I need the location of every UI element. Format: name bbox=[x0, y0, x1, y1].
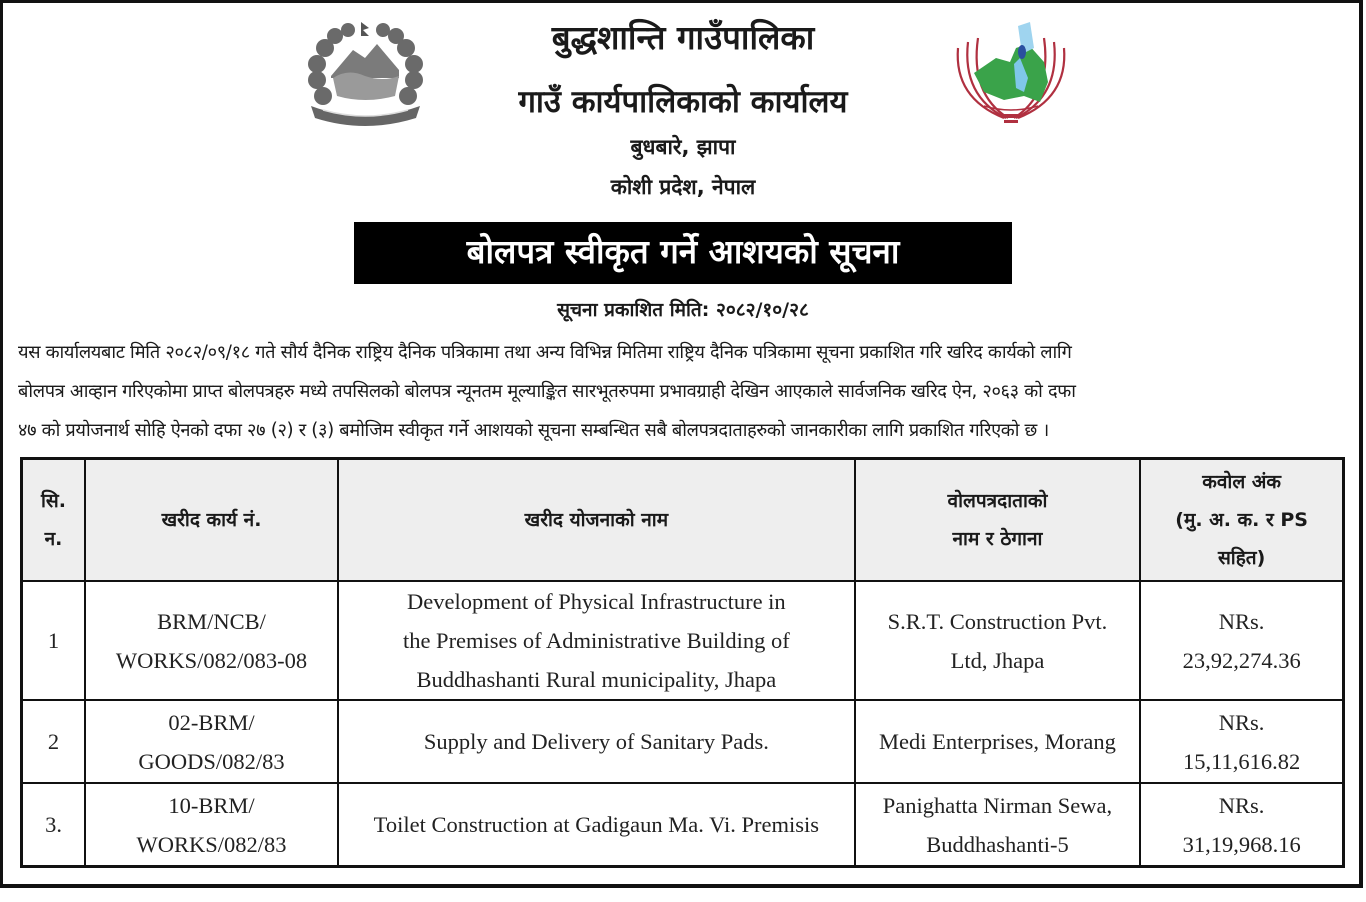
cell-bid-amount: NRs. 15,11,616.82 bbox=[1140, 700, 1343, 783]
cell-project-name: Development of Physical Infrastructure in the Premises of Administrative Building of Buddhashanti Rural municipality, Jhapa bbox=[338, 581, 855, 700]
notice-body-line: यस कार्यालयबाट मिति २०८२/०९/१८ गते सौर्य दैनिक राष्ट्रिय दैनिक पत्रिकामा तथा अन्य विभिन्न मितिमा राष्ट्रिय दैनिक पत्रिकामा सूचना प्रकाशित गरि खरिद कार्यको लागि bbox=[18, 342, 1072, 363]
table-row bbox=[22, 783, 1344, 867]
cell-serial-no: 1 bbox=[22, 581, 86, 700]
cell-bid-amount: NRs. 23,92,274.36 bbox=[1140, 581, 1343, 700]
cell-bidder: Medi Enterprises, Morang bbox=[855, 700, 1141, 783]
cell-serial-no: 3. bbox=[22, 783, 86, 867]
cell-project-name: Toilet Construction at Gadigaun Ma. Vi. Premisis bbox=[338, 783, 855, 867]
notice-body-line: बोलपत्र आव्हान गरिएकोमा प्राप्त बोलपत्रहरु मध्ये तपसिलको बोलपत्र न्यूनतम मूल्याङ्कित सारभूतरुपमा प्रभावग्राही देखिन आएकाले सार्वजनिक खरिद ऐन, २०६३ को दफा bbox=[18, 381, 1076, 402]
header-serial-no: सि. न. bbox=[22, 459, 86, 582]
published-date: सूचना प्रकाशित मिति: २०८२/१०/२८ bbox=[557, 299, 809, 321]
office-location: बुधबारे, झापा bbox=[630, 135, 736, 159]
municipality-name: बुद्धशान्ति गाउँपालिका bbox=[551, 18, 815, 57]
table-row bbox=[22, 581, 1344, 700]
office-province: कोशी प्रदेश, नेपाल bbox=[610, 175, 756, 199]
cell-bid-amount: NRs. 31,19,968.16 bbox=[1140, 783, 1343, 867]
cell-bidder: S.R.T. Construction Pvt. Ltd, Jhapa bbox=[855, 581, 1141, 700]
notice-body-line: ४७ को प्रयोजनार्थ सोहि ऐनको दफा २७ (२) र (३) बमोजिम स्वीकृत गर्ने आशयको सूचना सम्बन्धित सबै बोलपत्रदाताहरुको जानकारीका लागि प्रकाशित गरिएको छ । bbox=[18, 420, 1049, 441]
header-bidder: वोलपत्रदाताको नाम र ठेगाना bbox=[855, 459, 1141, 582]
bid-table bbox=[20, 457, 1345, 868]
cell-bidder: Panighatta Nirman Sewa, Buddhashanti-5 bbox=[855, 783, 1141, 867]
cell-project-name: Supply and Delivery of Sanitary Pads. bbox=[338, 700, 855, 783]
cell-procurement-no: 10-BRM/ WORKS/082/83 bbox=[85, 783, 338, 867]
notice-body bbox=[18, 333, 1350, 450]
office-name: गाउँ कार्यपालिकाको कार्यालय bbox=[518, 84, 848, 120]
header-procurement-no: खरीद कार्य नं. bbox=[85, 459, 338, 582]
header-bid-amount: कवोल अंक (मु. अ. क. र PS सहित) bbox=[1140, 459, 1343, 582]
cell-serial-no: 2 bbox=[22, 700, 86, 783]
cell-procurement-no: 02-BRM/ GOODS/082/83 bbox=[85, 700, 338, 783]
table-header-row bbox=[22, 459, 1344, 582]
header-project-name: खरीद योजनाको नाम bbox=[338, 459, 855, 582]
cell-procurement-no: BRM/NCB/ WORKS/082/083-08 bbox=[85, 581, 338, 700]
table-row bbox=[22, 700, 1344, 783]
notice-title: बोलपत्र स्वीकृत गर्ने आशयको सूचना bbox=[354, 222, 1012, 284]
